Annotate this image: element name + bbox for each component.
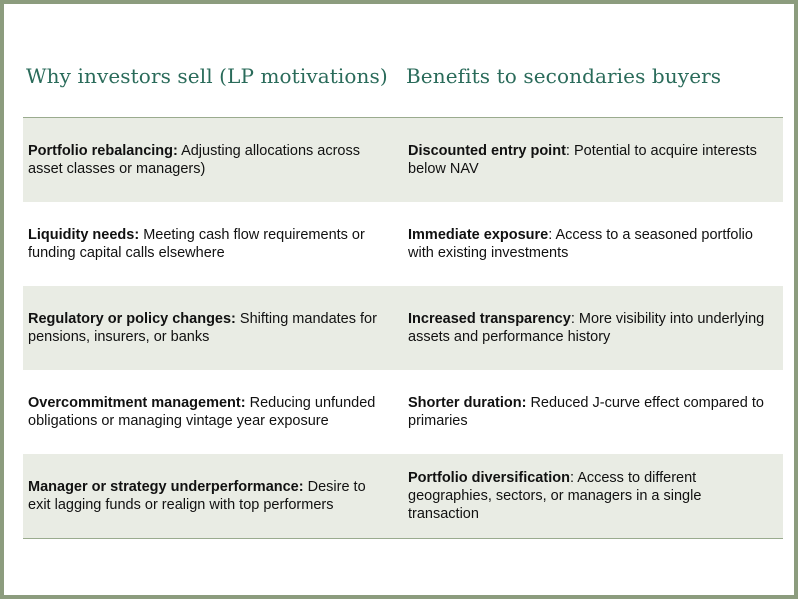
cell-heading: Overcommitment management: — [28, 395, 246, 411]
buyer-benefit-cell — [408, 370, 773, 454]
lp-motivation-cell — [28, 202, 388, 286]
cell-text: : Access to a seasoned portfolio with existing investments — [408, 227, 753, 261]
lp-motivation-cell — [28, 118, 388, 202]
buyer-benefit-cell — [408, 286, 773, 370]
cell-text: : More visibility into underlying assets and performance history — [408, 311, 765, 345]
cell-heading: Regulatory or policy changes: — [28, 311, 236, 327]
cell-heading: Portfolio diversification — [408, 470, 570, 486]
cell-text: : Access to different geographies, sectors, or managers in a single transaction — [408, 470, 702, 522]
cell-text: : Potential to acquire interests below NAV — [408, 143, 757, 177]
lp-motivation-cell — [28, 454, 388, 538]
cell-text: Reduced J-curve effect compared to primaries — [408, 395, 764, 429]
cell-heading: Immediate exposure — [408, 227, 549, 243]
cell-text: Meeting cash flow requirements or funding capital calls elsewhere — [28, 227, 365, 261]
table-row — [23, 370, 783, 454]
column-headers — [24, 64, 783, 100]
buyer-benefit-cell — [408, 202, 773, 286]
table-row — [23, 454, 783, 538]
cell-heading: Discounted entry point — [408, 143, 566, 159]
table-row — [23, 286, 783, 370]
cell-heading: Portfolio rebalancing: — [28, 143, 178, 159]
lp-motivation-cell — [28, 286, 388, 370]
buyer-benefit-cell — [408, 454, 773, 538]
cell-heading: Liquidity needs: — [28, 227, 140, 243]
cell-heading: Manager or strategy underperformance: — [28, 479, 304, 495]
buyer-benefit-cell — [408, 118, 773, 202]
comparison-table — [23, 117, 783, 539]
cell-heading: Increased transparency — [408, 311, 571, 327]
cell-text: Adjusting allocations across asset classes or managers) — [28, 143, 360, 177]
table-row — [23, 202, 783, 286]
header-buyer-benefits: Benefits to secondaries buyers — [406, 64, 722, 88]
table-row — [23, 118, 783, 202]
cell-text: Desire to exit lagging funds or realign with top performers — [28, 479, 366, 513]
header-lp-motivations: Why investors sell (LP motivations) — [26, 64, 388, 88]
cell-text: Shifting mandates for pensions, insurers, or banks — [28, 311, 377, 345]
cell-heading: Shorter duration: — [408, 395, 527, 411]
cell-text: Reducing unfunded obligations or managing vintage year exposure — [28, 395, 376, 429]
lp-motivation-cell — [28, 370, 388, 454]
